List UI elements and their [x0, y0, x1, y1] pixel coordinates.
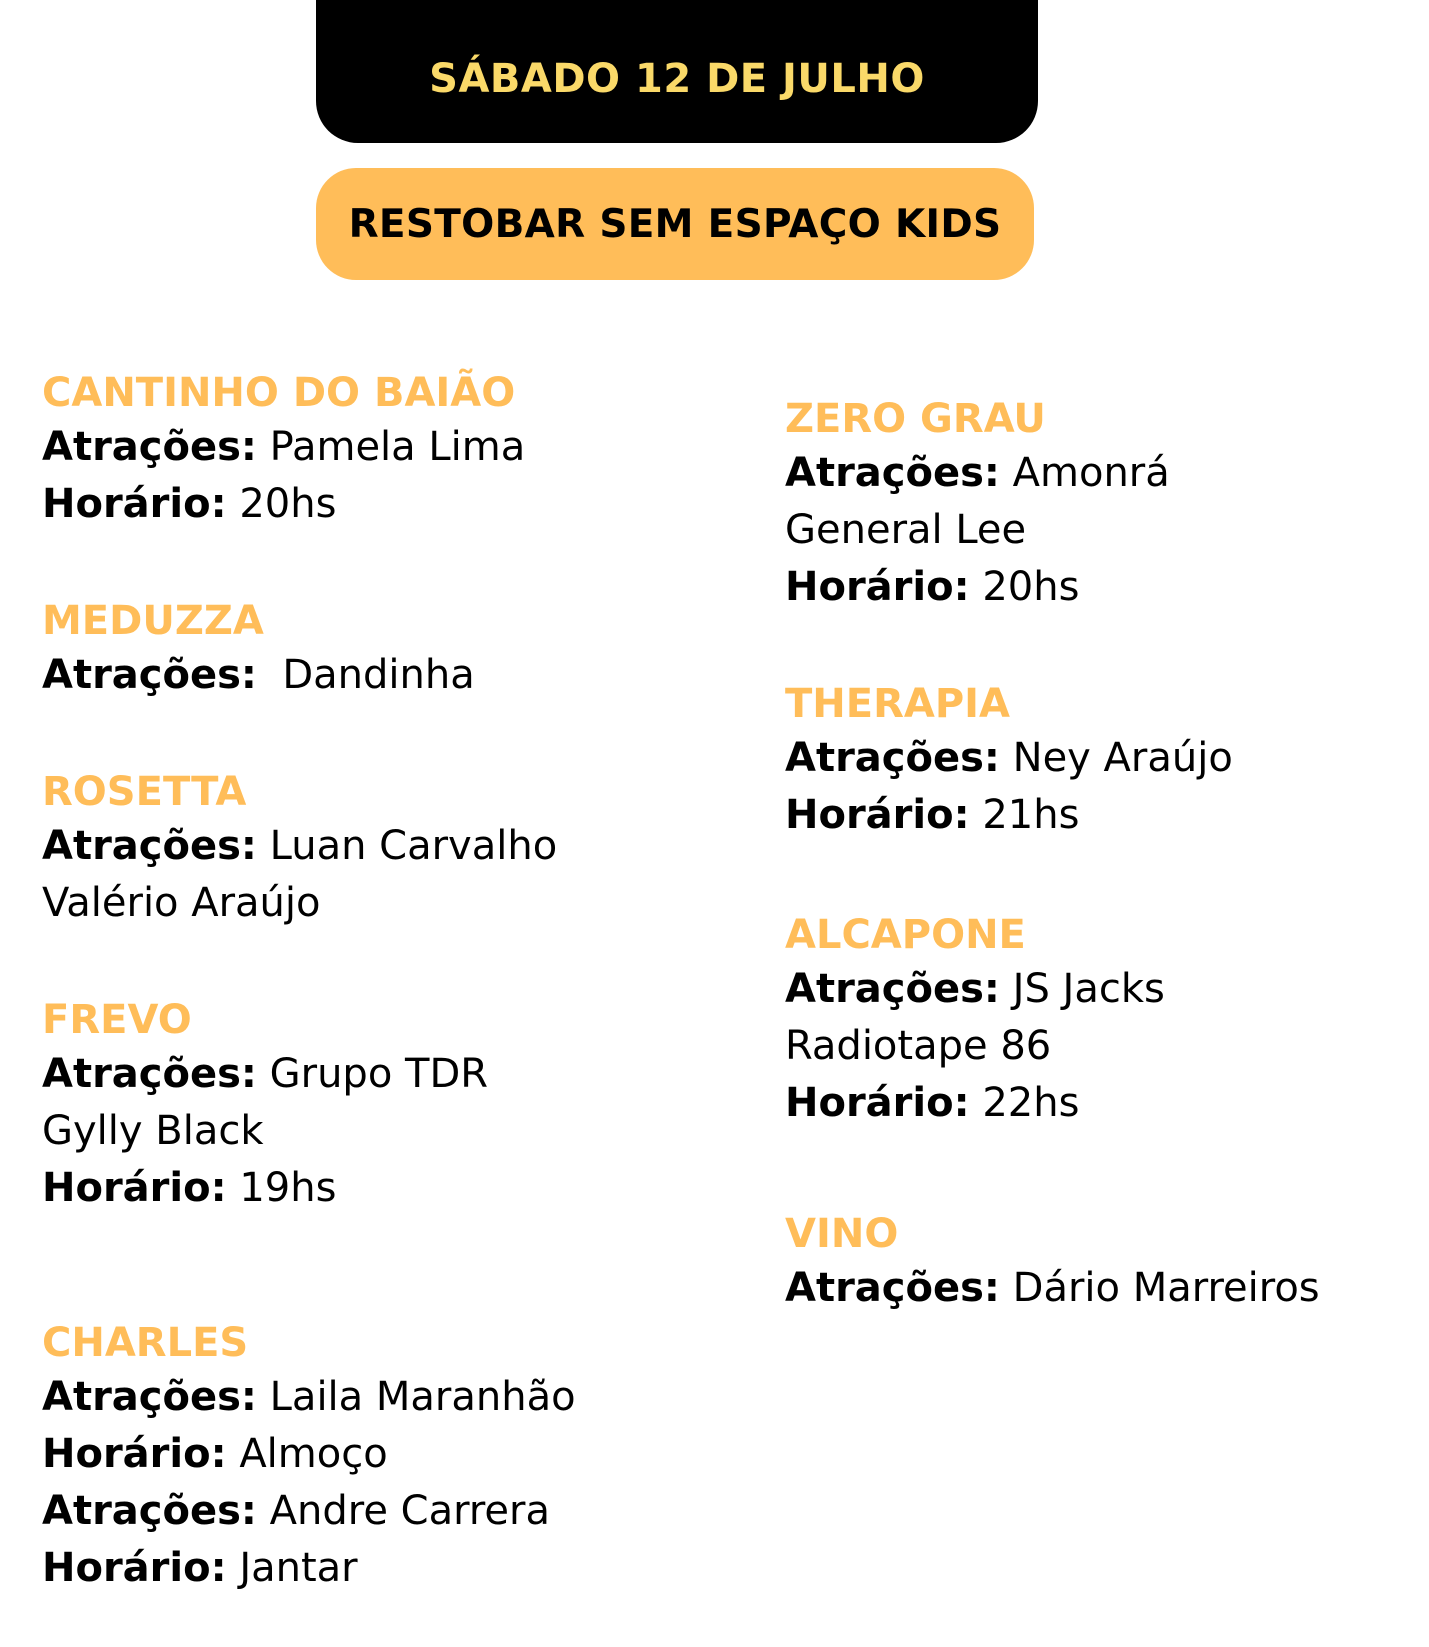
atracoes-value: Grupo TDR — [269, 1051, 489, 1097]
atracoes-label: Atrações: — [42, 1488, 257, 1534]
atracoes-value: Andre Carrera — [269, 1488, 550, 1534]
atracoes-label: Atrações: — [785, 966, 1000, 1012]
venue-name: CHARLES — [42, 1320, 249, 1366]
atracoes-extra: Radiotape 86 — [785, 1023, 1052, 1069]
horario-label: Horário: — [785, 1080, 970, 1126]
horario-line — [42, 1426, 576, 1483]
atracoes-label: Atrações: — [785, 1265, 1000, 1311]
atracoes-label: Atrações: — [42, 1051, 257, 1097]
atracoes-line — [42, 818, 557, 875]
horario-line — [42, 1540, 576, 1597]
venue-therapia — [785, 678, 1233, 844]
horario-label: Horário: — [42, 481, 227, 527]
venue-cantinho-do-baiao — [42, 367, 525, 533]
atracoes-line — [42, 647, 475, 704]
atracoes-line — [785, 730, 1233, 787]
venue-name: ALCAPONE — [785, 912, 1026, 958]
horario-line — [42, 476, 525, 533]
horario-value: 20hs — [239, 481, 337, 527]
horario-value: 19hs — [239, 1165, 337, 1211]
horario-value: 22hs — [982, 1080, 1080, 1126]
horario-line — [785, 787, 1233, 844]
atracoes-extra: Valério Araújo — [42, 880, 321, 926]
venue-name: MEDUZZA — [42, 598, 264, 644]
venue-alcapone — [785, 909, 1165, 1132]
venue-name: CANTINHO DO BAIÃO — [42, 370, 516, 416]
horario-line — [42, 1160, 488, 1217]
atracoes-value: JS Jacks — [1012, 966, 1165, 1012]
venue-meduzza — [42, 595, 475, 704]
horario-label: Horário: — [785, 792, 970, 838]
horario-label: Horário: — [42, 1431, 227, 1477]
venue-name: FREVO — [42, 997, 192, 1043]
atracoes-value: Ney Araújo — [1012, 735, 1233, 781]
horario-value: Jantar — [239, 1545, 358, 1591]
venue-zero-grau — [785, 393, 1170, 616]
atracoes-line — [785, 445, 1170, 502]
venue-name: ZERO GRAU — [785, 396, 1046, 442]
date-title: SÁBADO 12 DE JULHO — [429, 55, 925, 102]
horario-value: Almoço — [239, 1431, 388, 1477]
venue-name: ROSETTA — [42, 769, 247, 815]
atracoes-line — [785, 1260, 1320, 1317]
horario-line — [785, 559, 1170, 616]
atracoes-value: Dandinha — [282, 652, 475, 698]
horario-label: Horário: — [785, 564, 970, 610]
atracoes-label: Atrações: — [42, 424, 257, 470]
atracoes-label: Atrações: — [42, 1374, 257, 1420]
atracoes-label: Atrações: — [42, 823, 257, 869]
venue-name: THERAPIA — [785, 681, 1010, 727]
atracoes-label: Atrações: — [785, 450, 1000, 496]
horario-value: 20hs — [982, 564, 1080, 610]
atracoes-label: Atrações: — [42, 652, 257, 698]
atracoes-line — [42, 1369, 576, 1426]
venue-frevo — [42, 994, 488, 1217]
date-banner — [316, 0, 1038, 143]
venue-charles — [42, 1317, 576, 1597]
atracoes-line — [42, 419, 525, 476]
atracoes-line — [42, 1046, 488, 1103]
venue-rosetta — [42, 766, 557, 932]
restobar-banner — [316, 168, 1034, 280]
horario-label: Horário: — [42, 1545, 227, 1591]
venue-vino — [785, 1208, 1320, 1317]
venue-name: VINO — [785, 1211, 899, 1257]
atracoes-value: Pamela Lima — [269, 424, 526, 470]
atracoes-line — [42, 1483, 576, 1540]
horario-value: 21hs — [982, 792, 1080, 838]
atracoes-value: Luan Carvalho — [269, 823, 558, 869]
horario-line — [785, 1075, 1165, 1132]
atracoes-extra: Gylly Black — [42, 1108, 264, 1154]
atracoes-line — [785, 961, 1165, 1018]
atracoes-extra: General Lee — [785, 507, 1027, 553]
atracoes-value: Amonrá — [1012, 450, 1170, 496]
horario-label: Horário: — [42, 1165, 227, 1211]
atracoes-value: Dário Marreiros — [1012, 1265, 1320, 1311]
restobar-title: RESTOBAR SEM ESPAÇO KIDS — [348, 201, 1002, 247]
atracoes-value: Laila Maranhão — [269, 1374, 576, 1420]
atracoes-label: Atrações: — [785, 735, 1000, 781]
